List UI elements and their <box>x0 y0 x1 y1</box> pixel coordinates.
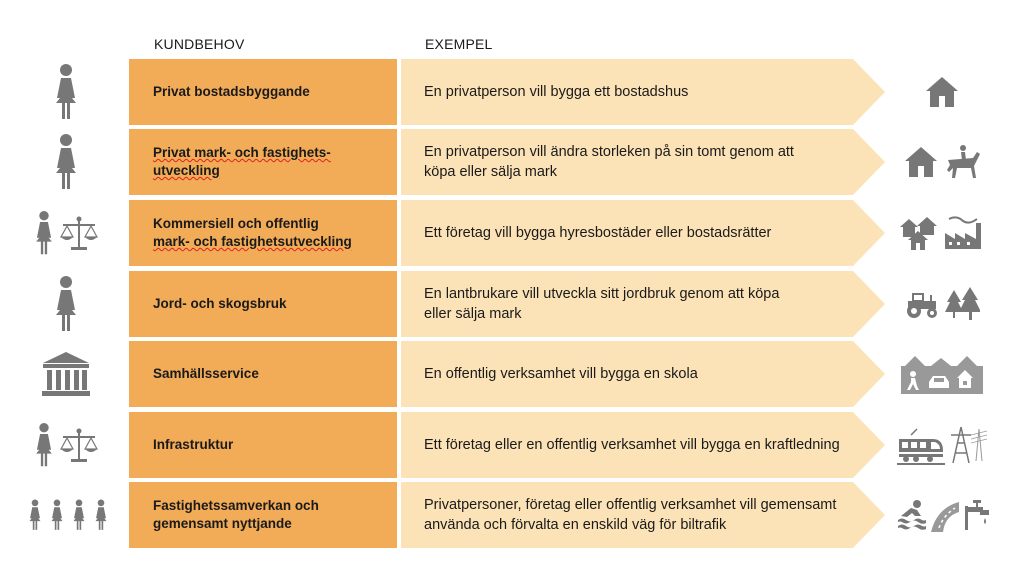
government-building-icon <box>41 351 91 397</box>
example-cell <box>401 482 885 548</box>
row-private-land-development <box>0 129 1024 195</box>
tractor-icon <box>904 289 940 319</box>
need-cell <box>129 200 397 266</box>
woman-icon <box>52 133 80 191</box>
need-label: Fastighetssamverkan och <box>153 498 319 513</box>
example-text-2: eller sälja mark <box>424 306 522 322</box>
example-text-2: köpa eller sälja mark <box>424 164 557 180</box>
right-icons <box>892 200 992 266</box>
example-cell <box>401 129 885 195</box>
example-text: En privatperson vill bygga ett bostadshus <box>424 84 689 100</box>
horse-rider-icon <box>943 144 981 180</box>
trees-icon <box>944 286 980 322</box>
house-icon <box>903 145 939 179</box>
example-cell <box>401 341 885 407</box>
left-icons <box>20 200 112 266</box>
woman-icon <box>92 499 110 531</box>
header-kundbehov: KUNDBEHOV <box>154 36 245 52</box>
need-label: Infrastruktur <box>153 437 234 452</box>
scales-icon <box>59 215 99 251</box>
house-icon <box>924 75 960 109</box>
woman-icon <box>33 422 55 468</box>
example-text: Privatpersoner, företag eller offentlig verksamhet vill gemensamt <box>424 497 837 513</box>
right-icons <box>892 341 992 407</box>
example-cell <box>401 271 885 337</box>
left-icons <box>20 129 112 195</box>
road-icon <box>929 498 961 532</box>
header-exempel: EXEMPEL <box>425 36 493 52</box>
woman-icon <box>26 499 44 531</box>
need-cell <box>129 129 397 195</box>
scales-icon <box>59 427 99 463</box>
woman-icon <box>48 499 66 531</box>
left-icons <box>20 59 112 125</box>
swimmer-icon <box>897 498 927 532</box>
need-label: Privat mark- och fastighets- <box>153 145 331 160</box>
train-icon <box>897 425 945 465</box>
woman-icon <box>52 275 80 333</box>
water-tap-icon <box>963 498 991 532</box>
left-icons <box>14 482 122 548</box>
need-label: Privat bostadsbyggande <box>153 84 310 99</box>
row-infrastructure <box>0 412 1024 478</box>
right-icons <box>892 271 992 337</box>
woman-icon <box>70 499 88 531</box>
need-cell <box>129 482 397 548</box>
example-text: Ett företag eller en offentlig verksamhet vill bygga en kraftledning <box>424 437 840 453</box>
left-icons <box>20 412 112 478</box>
row-property-cooperation <box>0 482 1024 548</box>
example-text: En lantbrukare vill utveckla sitt jordbruk genom att köpa <box>424 286 780 302</box>
need-cell <box>129 59 397 125</box>
left-icons <box>20 341 112 407</box>
example-text: En offentlig verksamhet vill bygga en skola <box>424 366 698 382</box>
right-icons <box>892 59 992 125</box>
need-label: Kommersiell och offentlig <box>153 216 319 231</box>
row-public-services <box>0 341 1024 407</box>
right-icons <box>892 129 992 195</box>
need-label-2: mark- och fastighetsutveckling <box>153 234 352 249</box>
need-cell <box>129 412 397 478</box>
need-cell <box>129 271 397 337</box>
need-label: Samhällsservice <box>153 366 259 381</box>
right-icons <box>896 482 992 548</box>
row-private-housing <box>0 59 1024 125</box>
factory-icon <box>943 215 985 251</box>
need-label-2: gemensamt nyttjande <box>153 516 292 531</box>
need-label: Jord- och skogsbruk <box>153 296 287 311</box>
row-commercial-public-development <box>0 200 1024 266</box>
community-icon <box>901 354 983 394</box>
example-cell <box>401 412 885 478</box>
woman-icon <box>33 210 55 256</box>
woman-icon <box>52 63 80 121</box>
power-line-icon <box>949 425 987 465</box>
need-cell <box>129 341 397 407</box>
left-icons <box>20 271 112 337</box>
example-text-2: använda och förvalta en enskild väg för biltrafik <box>424 517 727 533</box>
row-agriculture-forestry <box>0 271 1024 337</box>
right-icons <box>892 412 992 478</box>
need-label-2: utveckling <box>153 163 220 178</box>
houses-icon <box>899 215 939 251</box>
example-text: En privatperson vill ändra storleken på sin tomt genom att <box>424 144 794 160</box>
example-cell <box>401 200 885 266</box>
example-cell <box>401 59 885 125</box>
example-text: Ett företag vill bygga hyresbostäder eller bostadsrätter <box>424 225 772 241</box>
